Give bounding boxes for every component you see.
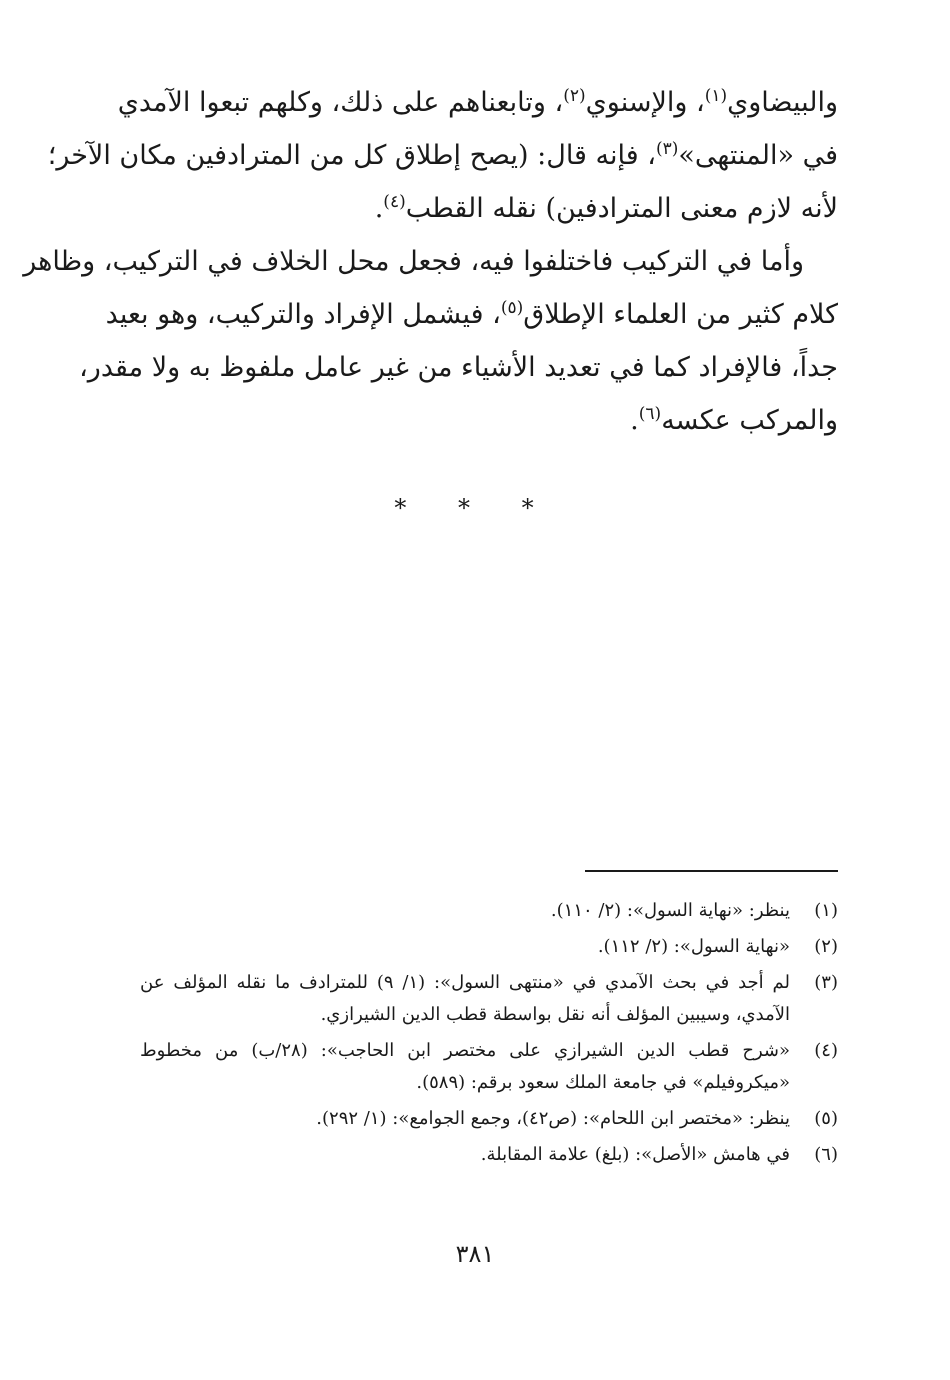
footnote-line: لم أجد في بحث الآمدي في «منتهى السول»: (١/ ٩) للمترادف ما نقله المؤلف عن (140, 972, 790, 993)
section-separator: * * * (394, 494, 556, 522)
paragraph-2 (23, 235, 838, 447)
footnote-number: (٥) (814, 1108, 838, 1129)
footnote-ref[interactable]: (٦) (638, 404, 662, 424)
page-number: ٣٨١ (455, 1240, 495, 1268)
text-line: لأنه لازم معنى المترادفين) نقله القطب$^{(٤)}$. (374, 192, 838, 224)
footnote-item (140, 1035, 838, 1099)
footnotes (140, 895, 838, 1175)
footnote-line: الآمدي، وسيبين المؤلف أنه نقل بواسطة قطب الدين الشيرازي. (320, 1004, 790, 1025)
footnote-text (140, 1035, 790, 1099)
footnote-text (140, 1103, 790, 1135)
footnote-line: «ميكروفيلم» في جامعة الملك سعود برقم: (٥٨٩). (416, 1072, 790, 1093)
footnote-line: «نهاية السول»: (٢/ ١١٢). (597, 936, 790, 957)
text-line: والمركب عكسه$^{(٦)}$. (630, 404, 838, 436)
footnote-ref[interactable]: (٤) (383, 192, 406, 212)
footnote-item (140, 1103, 838, 1135)
footnote-line: «شرح قطب الدين الشيرازي على مختصر ابن الحاجب»: (٢٨/ب) من مخطوط (140, 1040, 791, 1061)
footnote-item (140, 895, 838, 927)
text-line: في «المنتهى»$^{(٣)}$، فإنه قال: (يصح إطلاق كل من المترادفين مكان الآخر؛ (47, 139, 838, 171)
footnote-text (140, 931, 790, 963)
footnote-text (140, 895, 790, 927)
text-line: وأما في التركيب فاختلفوا فيه، فجعل محل الخلاف في التركيب، وظاهر (23, 246, 804, 277)
footnote-number: (٦) (814, 1144, 838, 1165)
text-line: جداً، فالإفراد كما في تعديد الأشياء من غير عامل ملفوظ به ولا مقدر، (79, 352, 838, 383)
footnote-ref[interactable]: (٥) (500, 298, 524, 318)
footnote-line: في هامش «الأصل»: (بلغ) علامة المقابلة. (480, 1144, 790, 1165)
footnote-item (140, 967, 838, 1031)
footnote-line: ينظر: «مختصر ابن اللحام»: (ص٤٢)، وجمع الجوامع»: (١/ ٢٩٢). (316, 1108, 790, 1129)
text-line: كلام كثير من العلماء الإطلاق$^{(٥)}$، فيشمل الإفراد والتركيب، وهو بعيد (105, 298, 838, 330)
footnote-ref[interactable]: (٢) (563, 86, 586, 106)
footnote-ref[interactable]: (٣) (655, 139, 679, 159)
footnote-number: (٢) (814, 936, 838, 957)
paragraph-1 (47, 76, 838, 235)
footnote-number: (٣) (814, 972, 838, 993)
main-text (23, 76, 838, 447)
footnote-item (140, 931, 838, 963)
text-line: والبيضاوي$^{(١)}$، والإسنوي$^{(٢)}$، وتابعناهم على ذلك، وكلهم تبعوا الآمدي (117, 86, 838, 118)
footnote-number: (٤) (814, 1040, 838, 1061)
footnote-divider (585, 870, 838, 872)
footnote-text (140, 967, 790, 1031)
footnote-line: ينظر: «نهاية السول»: (٢/ ١١٠). (550, 900, 790, 921)
footnote-item (140, 1139, 838, 1171)
footnote-ref[interactable]: (١) (704, 86, 728, 106)
footnote-text (140, 1139, 790, 1171)
footnote-number: (١) (814, 900, 838, 921)
